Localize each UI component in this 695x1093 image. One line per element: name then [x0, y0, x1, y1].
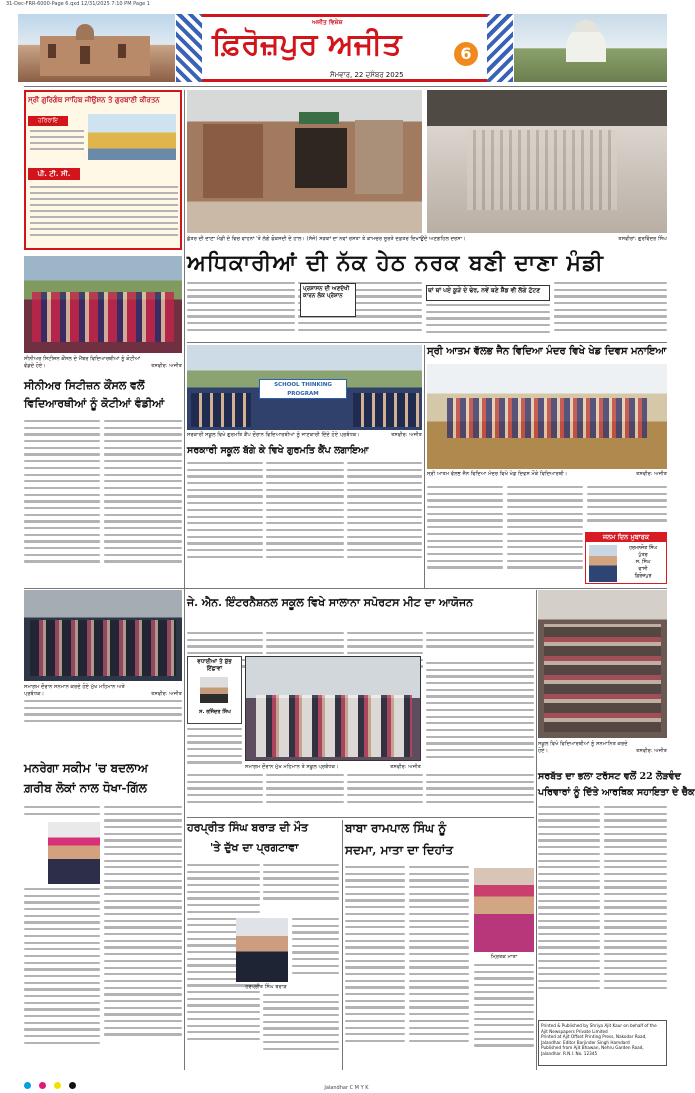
masthead-pattern-right [487, 14, 513, 82]
registration-dot-black [69, 1082, 76, 1089]
main-story-subhead: ਥਾਂ ਥਾਂ ਪਏ ਕੂੜੇ ਦੇ ਢੇਰ, ਨਵੇਂ ਬਣੇ ਸ਼ੈੱਡ ਵੀ ਲੱਗੇ ਟੁੱਟਣ [426, 285, 550, 301]
imprint-line-3: Published from Ajit Bhawan, Nehru Garden Road, Jalandhar. R.N.I. No. 12345 [541, 1045, 644, 1056]
sports-story-col1 [427, 486, 503, 584]
imprint-line-2: Printed at Ajit Offset Printing Press, Nakodar Road, Jalandhar. Editor Barjinder Singh Hamdard [541, 1034, 647, 1045]
center-event-caption: ਸਮਾਗਮ ਦੌਰਾਨ ਮੁੱਖ ਮਹਿਮਾਨ ਤੇ ਸਕੂਲ ਪ੍ਰਬੰਧਕ। [245, 764, 339, 770]
program-photo-credit: ਤਸਵੀਰ: ਅਜੀਤ [391, 432, 422, 438]
masthead-pattern-left [176, 14, 202, 82]
school-banner-text: SCHOOL THINKING PROGRAM [274, 382, 332, 397]
imprint-line-1: Printed & Published by Shriya Ajit Kaur on behalf of the Ajit Newspapers Private Limited [541, 1023, 657, 1034]
damaged-ceiling-photo [427, 90, 667, 233]
camp-headline: ਸਰਕਾਰੀ ਸਕੂਲ ਬੱਗੇ ਕੇ ਵਿਖੇ ਗੁਰਮਤਿ ਕੈਂਪ ਲਗਾਇਆ [187, 445, 369, 456]
students-photo-credit: ਤਸਵੀਰ: ਅਜੀਤ [151, 363, 182, 369]
senior-story-col2 [104, 420, 182, 582]
masthead-left-photo [18, 14, 175, 82]
sarbat-headline-2: ਪਰਿਵਾਰਾਂ ਨੂੰ ਦਿੱਤੇ ਆਰਥਿਕ ਸਹਾਇਤਾ ਦੇ ਚੈੱਕ [538, 787, 695, 798]
center-event-credit: ਤਸਵੀਰ: ਅਜੀਤ [390, 764, 421, 770]
ceremony-credit: ਤਸਵੀਰ: ਅਜੀਤ [151, 691, 182, 697]
rule-mid-1 [187, 342, 667, 343]
rule-top [24, 86, 667, 87]
masthead-small-caption: ਅਜੀਤ ਵਿਸ਼ੇਸ਼ [312, 19, 343, 26]
baba-story-col1 [345, 866, 405, 1066]
masthead-title: ਫ਼ਿਰੋਜ਼ਪੁਰ ਅਜੀਤ [212, 27, 402, 62]
baba-story-col3 [474, 964, 534, 1064]
birthday-infobox [585, 532, 667, 584]
woman-portrait-caption: ਮ੍ਰਿਤਕ ਮਾਤਾ [490, 954, 518, 960]
mgnrega-story-col1b [24, 888, 100, 1068]
birthday-line-1: ਹਰਮਨਜੋਤ ਸਿੰਘ [628, 546, 658, 551]
death-story-col2c [263, 994, 339, 1064]
page-number: 6 [460, 44, 472, 63]
greetings-photo [200, 677, 228, 703]
sarbat-story-col1 [538, 806, 600, 1016]
mgnrega-story-col2 [104, 806, 182, 1068]
sports-story-col2 [507, 486, 583, 584]
birthday-line-4: ਵਾਸੀ [638, 567, 648, 572]
main-story-subhead-box [300, 283, 356, 317]
main-story-subhead2: ਪ੍ਰਸ਼ਾਸਨ ਦੀ ਅਣਦੇਖੀ ਕਾਰਨ ਲੋਕ ਪ੍ਰੇਸ਼ਾਨ [303, 286, 350, 299]
registration-dot-magenta [39, 1082, 46, 1089]
page-marker: Jalandhar C M Y K [324, 1085, 369, 1091]
classroom-credit: ਤਸਵੀਰ: ਅਜੀਤ [636, 748, 667, 754]
students-event-photo [24, 256, 182, 353]
birthday-line-2: ਪੁੱਤਰ [638, 553, 648, 558]
camp-story-col3 [347, 462, 422, 574]
main-story-col4 [554, 282, 667, 340]
school-meet-tail-2 [266, 774, 344, 816]
birthday-line-3: ਸ. ਸਿੰਘ [635, 560, 651, 565]
rule-mid-3 [187, 817, 534, 818]
baba-story-col2 [409, 866, 469, 1066]
greetings-line-1: ਵਧਾਈਆਂ ਤੇ ਸ਼ੁੱਭ [197, 659, 232, 665]
school-program-photo [187, 345, 422, 430]
shop-building-photo [187, 90, 422, 233]
shop-photo-caption: ਛੱਤਰ ਦੀ ਦਾਣਾ ਮੰਡੀ ਦੇ ਵਿਚ ਵਾਹਨਾਂ 'ਤੇ ਲੱਗੇ ਫੋਕਸਦੀ ਦੇ ਹਾਲ। (ਸੱਜੇ) ਸੜਕਾਂ ਦਾ ਨਵਾਂ ਰਸਤਾ ਤੇ ਕਾਮਚਰ ਸੂਰਤੇ ਦਫ਼ਤਰ ਦਿਖਾਉਂਦੇ ਅਣਗਹਿਲ ਦਰਸਾ। [187, 236, 466, 242]
birthday-line-5: ਫ਼ਿਰੋਜ਼ਪੁਰ [634, 574, 652, 579]
school-meet-tail-1 [187, 774, 263, 816]
woman-portrait [474, 868, 534, 952]
page-number-badge [454, 42, 478, 66]
death-story-col2 [263, 864, 339, 914]
mgnrega-portrait [48, 822, 100, 884]
ad-box [24, 90, 182, 250]
ceremony-caption-extra [24, 700, 182, 730]
ceremony-photo [24, 590, 182, 681]
senior-story-col1 [24, 420, 100, 582]
registration-dot-cyan [24, 1082, 31, 1089]
rule-col-c [536, 590, 537, 1070]
senior-council-headline-2: ਵਿਦਿਆਰਥੀਆਂ ਨੂੰ ਕੋਟੀਆਂ ਵੰਡੀਆਂ [24, 397, 165, 410]
classroom-caption: ਸਕੂਲ ਵਿਖੇ ਵਿਦਿਆਰਥੀਆਂ ਨੂੰ ਸਨਮਾਨਿਤ ਕਰਦੇ ਹੋਏ। [538, 741, 628, 754]
school-meet-tail-4 [426, 774, 534, 816]
sarbat-story-col2 [604, 806, 667, 1016]
rule-col-a [184, 90, 185, 1070]
school-meet-col1b [187, 728, 242, 772]
registration-strip [24, 1074, 667, 1091]
rule-mid-2 [24, 588, 667, 589]
death-headline-1: ਹਰਪ੍ਰੀਤ ਸਿੰਘ ਬਰਾੜ ਦੀ ਮੌਤ [187, 821, 309, 834]
print-slug: 31-Dec-FRR-6000-Page 6.qxd 12/31/2025 7:10 PM Page 1 [6, 1, 150, 7]
death-headline-2: 'ਤੇ ਦੁੱਖ ਦਾ ਪ੍ਰਗਟਾਵਾ [210, 841, 299, 854]
shop-photo-credit: ਤਸਵੀਰਾਂ: ਗੁਰਵਿੰਦਰ ਸਿੰਘ [618, 236, 667, 242]
main-headline: ਅਧਿਕਾਰੀਆਂ ਦੀ ਨੱਕ ਹੇਠ ਨਰਕ ਬਣੀ ਦਾਣਾ ਮੰਡੀ [187, 250, 604, 276]
school-meet-headline: ਜੇ. ਐਨ. ਇੰਟਰਨੈਸ਼ਨਲ ਸਕੂਲ ਵਿਖੇ ਸਾਲਾਨਾ ਸਪੋਰਟਸ ਮੀਟ ਦਾ ਆਯੋਜਨ [187, 596, 474, 609]
sports-day-credit: ਤਸਵੀਰ: ਅਜੀਤ [636, 471, 667, 477]
imprint-box [538, 1020, 667, 1066]
main-story-col1 [187, 282, 295, 338]
sports-story-col3 [587, 486, 667, 530]
baba-headline-1: ਬਾਬਾ ਰਾਮਪਾਲ ਸਿੰਘ ਨੂੰ [345, 821, 447, 835]
sports-day-caption: ਸ੍ਰੀ ਆਤਮ ਵੱਲਭ ਜੈਨ ਵਿਦਿਆ ਮੰਦਰ ਵਿਖੇ ਖੇਡ ਦਿਵਸ ਮੌਕੇ ਵਿਦਿਆਰਥੀ। [427, 471, 568, 477]
ad-badge: ਹਰਿਰਾਇ [28, 116, 68, 126]
man-portrait-caption: ਹਰਪ੍ਰੀਤ ਸਿੰਘ ਬਰਾੜ [245, 984, 287, 990]
ad-golden-temple-photo [88, 114, 176, 160]
baba-headline-2: ਸਦਮਾ, ਮਾਤਾ ਦਾ ਦਿਹਾਂਤ [345, 843, 454, 857]
ad-header: ਸ੍ਰੀ ਗੁਰਿਗੰਥ ਸਾਹਿਬ ਜੀਉਸ਼ਨ ਤੇ ਗੁਰਬਾਣੀ ਕੀਰਤਨ [28, 96, 160, 104]
mgnrega-headline-2: ਗ਼ਰੀਬ ਲੋਕਾਂ ਨਾਲ ਧੋਖਾ-ਗਿੱਲ [24, 781, 147, 795]
greetings-line-2: ਇੱਛਾਵਾਂ [206, 666, 223, 672]
birthday-child-photo [589, 545, 617, 582]
sports-day-headline: ਸ੍ਰੀ ਆਤਮ ਵੱਲਭ ਜੈਨ ਵਿਦਿਆ ਮੰਦਰ ਵਿਖੇ ਖੇਡ ਦਿਵਸ ਮਨਾਇਆ [427, 346, 667, 357]
masthead-right-photo [514, 14, 667, 82]
school-meet-col4 [426, 632, 534, 658]
school-banner [259, 379, 347, 399]
mgnrega-headline-1: ਮਨਰੇਗਾ ਸਕੀਮ 'ਚ ਬਦਲਾਅ [24, 761, 148, 775]
birthday-title: ਜਨਮ ਦਿਨ ਮੁਬਾਰਕ [586, 533, 666, 542]
camp-story-col2 [266, 462, 344, 574]
masthead-date: ਸੋਮਵਾਰ, 22 ਦਸੰਬਰ 2025 [330, 71, 404, 79]
classroom-photo [538, 590, 667, 738]
ad-name-tag: ਪੀ. ਟੀ. ਸੀ. [28, 168, 80, 180]
rule-col-d [342, 820, 343, 1070]
camp-story-col1 [187, 462, 263, 574]
school-meet-col4b [426, 662, 534, 770]
man-portrait [236, 918, 288, 982]
sports-day-photo [427, 364, 667, 469]
students-photo-caption: ਸੀਨੀਅਰ ਸਿਟੀਜ਼ਨ ਕੌਂਸਲ ਦੇ ਮੈਂਬਰ ਵਿਦਿਆਰਥੀਆਂ ਨੂੰ ਕੋਟੀਆਂ ਵੰਡਦੇ ਹੋਏ। [24, 356, 141, 369]
school-meet-tail-3 [347, 774, 423, 816]
center-event-photo [245, 656, 421, 761]
death-story-col2b [292, 918, 339, 984]
rule-col-b [424, 345, 425, 588]
registration-dot-yellow [54, 1082, 61, 1089]
senior-council-headline-1: ਸੀਨੀਅਰ ਸਿਟੀਜ਼ਨ ਕੌਂਸਲ ਵਲੋਂ [24, 379, 145, 392]
sarbat-headline-1: ਸਰਬੱਤ ਦਾ ਭਲਾ ਟਰੱਸਟ ਵਲੋਂ 22 ਲੋੜਵੰਦ [538, 771, 681, 782]
ceremony-caption: ਸਮਾਗਮ ਦੌਰਾਨ ਸਨਮਾਨ ਕਰਦੇ ਹੋਏ ਮੁੱਖ ਮਹਿਮਾਨ ਅਤੇ ਪ੍ਰਬੰਧਕ। [24, 684, 125, 697]
greetings-line-3: ਸ. ਰਜਿੰਦਰ ਸਿੰਘ [199, 709, 231, 715]
main-story-col3 [426, 304, 550, 340]
greetings-inset [187, 656, 242, 724]
program-photo-caption: ਸਰਕਾਰੀ ਸਕੂਲ ਵਿਖੇ ਗੁਰਮਤਿ ਕੈਂਪ ਦੌਰਾਨ ਵਿਦਿਆਰਥੀਆਂ ਨੂੰ ਜਾਣਕਾਰੀ ਦਿੰਦੇ ਹੋਏ ਪ੍ਰਬੰਧਕ। [187, 432, 360, 438]
